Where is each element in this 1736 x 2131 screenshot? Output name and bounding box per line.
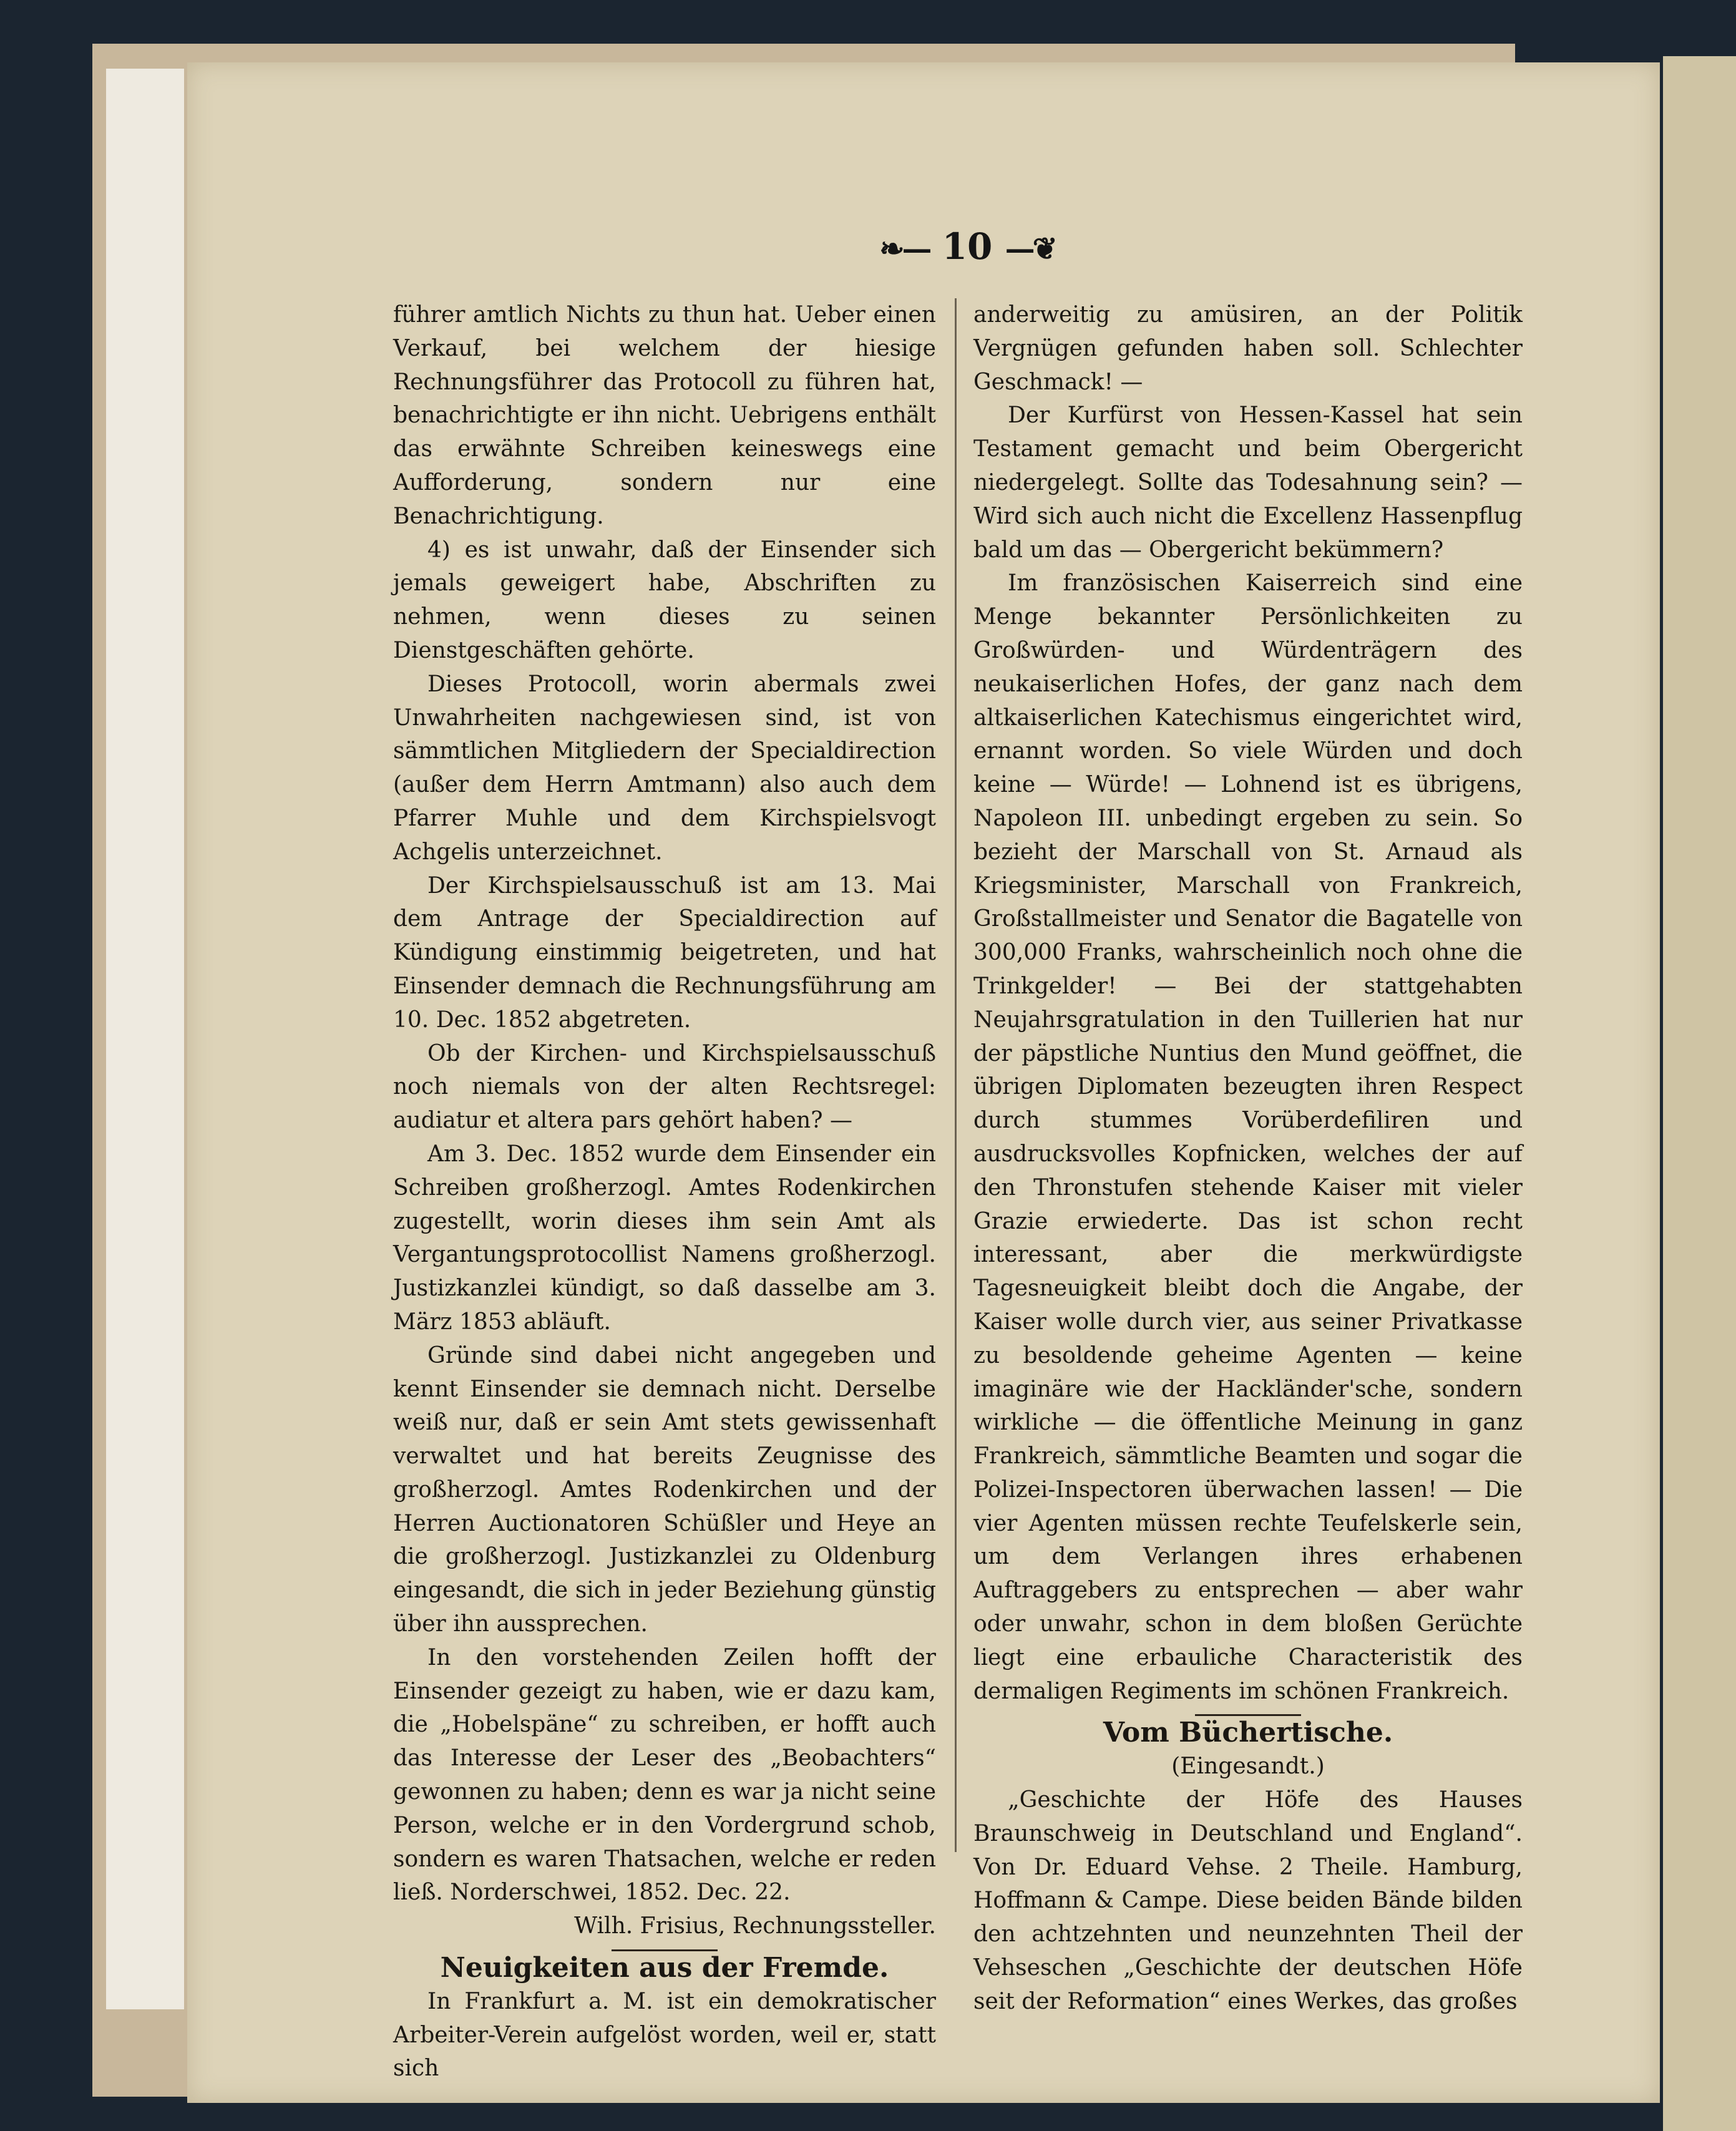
book-spine-paper <box>106 69 184 2009</box>
signature: Wilh. Frisius, Rechnungssteller. <box>574 1913 936 1939</box>
next-page-edge <box>1663 56 1736 2131</box>
paragraph: Der Kurfürst von Hessen-Kassel hat sein Testament gemacht und beim Obergericht niedergelegt. Sollte das Todesahnung sein? — Wird sich auch nicht die Excellenz Hassenpflug bald um das — Obergericht bekümmern? <box>973 402 1523 563</box>
paragraph: In Frankfurt a. M. ist ein demokratischer Arbeiter-Verein aufgelöst worden, weil er, statt sich <box>393 1988 936 2082</box>
paragraph: anderweitig zu amüsiren, an der Politik Vergnügen gefunden haben soll. Schlechter Geschmack! — <box>973 302 1523 395</box>
paragraph: Im französischen Kaiserreich sind eine Menge bekannter Persönlichkeiten zu Großwürden- und Würdenträgern des neukaiserlichen Hofes, der ganz nach dem altkaiserlichen Katechismus eingerichtet wird, ernannt worden. So viele Würden und doch keine — Würde! — Lohnend ist es übrigens, Napoleon III. unbedingt ergeben zu sein. So bezieht der Marschall von St. Arnaud als Kriegsminister, Marschall von Frankreich, Großstallmeister und Senator die Bagatelle von 300,000 Franks, wahrscheinlich noch ohne die Trinkgelder! — Bei der stattgehabten Neujahrsgratulation in den Tuillerien hat nur der päpstliche Nuntius den Mund geöffnet, die übrigen Diplomaten bezeugten ihren Respect durch stummes Vorüberdefiliren und ausdrucksvolles Kopfnicken, welches der auf den Thronstufen stehende Kaiser mit vieler Grazie erwiederte. Das ist schon recht interessant, aber die merkwürdigste Tagesneuigkeit bleibt doch die Angabe, der Kaiser wolle durch vier, aus seiner Privatkasse zu besoldende geheime Agenten — keine imaginäre wie der Hackländer'sche, sondern wirkliche — die öffentliche Meinung in ganz Frankreich, sämmtliche Beamten und sogar die Polizei-Inspectoren überwachen lassen! — Die vier Agenten müssen rechte Teufelskerle sein, um dem Verlangen ihres erhabenen Auftraggebers zu entsprechen — aber wahr oder unwahr, schon in dem bloßen Gerüchte liegt eine erbauliche Characteristik des dermaligen Regiments im schönen Frankreich. <box>973 570 1523 1704</box>
section-subheading: (Eingesandt.) <box>1171 1753 1325 1780</box>
left-ornament-icon: ❧— <box>879 232 930 266</box>
paragraph: führer amtlich Nichts zu thun hat. Ueber einen Verkauf, bei welchem der hiesige Rechnungsführer das Protocoll zu führen hat, benachrichtigte er ihn nicht. Uebrigens enthält das erwähnte Schreiben keineswegs eine Aufforderung, sondern nur eine Benachrichtigung. <box>393 302 936 529</box>
column-divider <box>955 298 957 1852</box>
right-ornament-icon: —❦ <box>1005 232 1055 266</box>
paragraph: 4) es ist unwahr, daß der Einsender sich jemals geweigert habe, Abschriften zu nehmen, wenn dieses zu seinen Dienstgeschäften gehörte. <box>393 537 936 663</box>
paragraph: In den vorstehenden Zeilen hofft der Einsender gezeigt zu haben, wie er dazu kam, die „Hobelspäne“ zu schreiben, er hofft auch das Interesse der Leser des „Beobachters“ gewonnen zu haben; denn es war ja nicht seine Person, welche er in den Vordergrund schob, sondern es waren Thatsachen, welche er reden ließ. Norderschwei, 1852. Dec. 22. <box>393 1644 936 1906</box>
paragraph: Am 3. Dec. 1852 wurde dem Einsender ein Schreiben großherzogl. Amtes Rodenkirchen zugestellt, worin dieses ihm sein Amt als Vergantungsprotocollist Namens großherzogl. Justizkanzlei kündigt, so daß dasselbe am 3. März 1853 abläuft. <box>393 1141 936 1335</box>
paragraph: „Geschichte der Höfe des Hauses Braunschweig in Deutschland und England“. Von Dr. Eduard Vehse. 2 Theile. Hamburg, Hoffmann & Campe. Diese beiden Bände bilden den achtzehnten und neunzehnten Theil der Vehseschen „Geschichte der deutschen Höfe seit der Reformation“ eines Werkes, das großes <box>973 1787 1523 2014</box>
right-column <box>973 298 1523 2014</box>
page-number: 10 <box>942 225 993 268</box>
paragraph: Dieses Protocoll, worin abermals zwei Unwahrheiten nachgewiesen sind, ist von sämmtlichen Mitgliedern der Specialdirection (außer dem Herrn Amtmann) also auch dem Pfarrer Muhle und dem Kirchspielsvogt Achgelis unterzeichnet. <box>393 671 936 865</box>
left-column <box>393 298 936 2082</box>
paragraph: Gründe sind dabei nicht angegeben und kennt Einsender sie demnach nicht. Derselbe weiß nur, daß er sein Amt stets gewissenhaft verwaltet und hat bereits Zeugnisse des großherzogl. Amtes Rodenkirchen und der Herren Auctionatoren Schüßler und Heye an die großherzogl. Justizkanzlei zu Oldenburg eingesandt, die sich in jeder Beziehung günstig über ihn aussprechen. <box>393 1342 936 1637</box>
section-heading: Vom Büchertische. <box>1103 1717 1393 1749</box>
paragraph: Der Kirchspielsausschuß ist am 13. Mai dem Antrage der Specialdirection auf Kündigung einstimmig beigetreten, und hat Einsender demnach die Rechnungsführung am 10. Dec. 1852 abgetreten. <box>393 872 936 1033</box>
paragraph: Ob der Kirchen- und Kirchspielsausschuß noch niemals von der alten Rechtsregel: audiatur et altera pars gehört haben? — <box>393 1040 936 1134</box>
section-heading: Neuigkeiten aus der Fremde. <box>440 1952 889 1984</box>
page-number-header <box>855 222 1080 271</box>
